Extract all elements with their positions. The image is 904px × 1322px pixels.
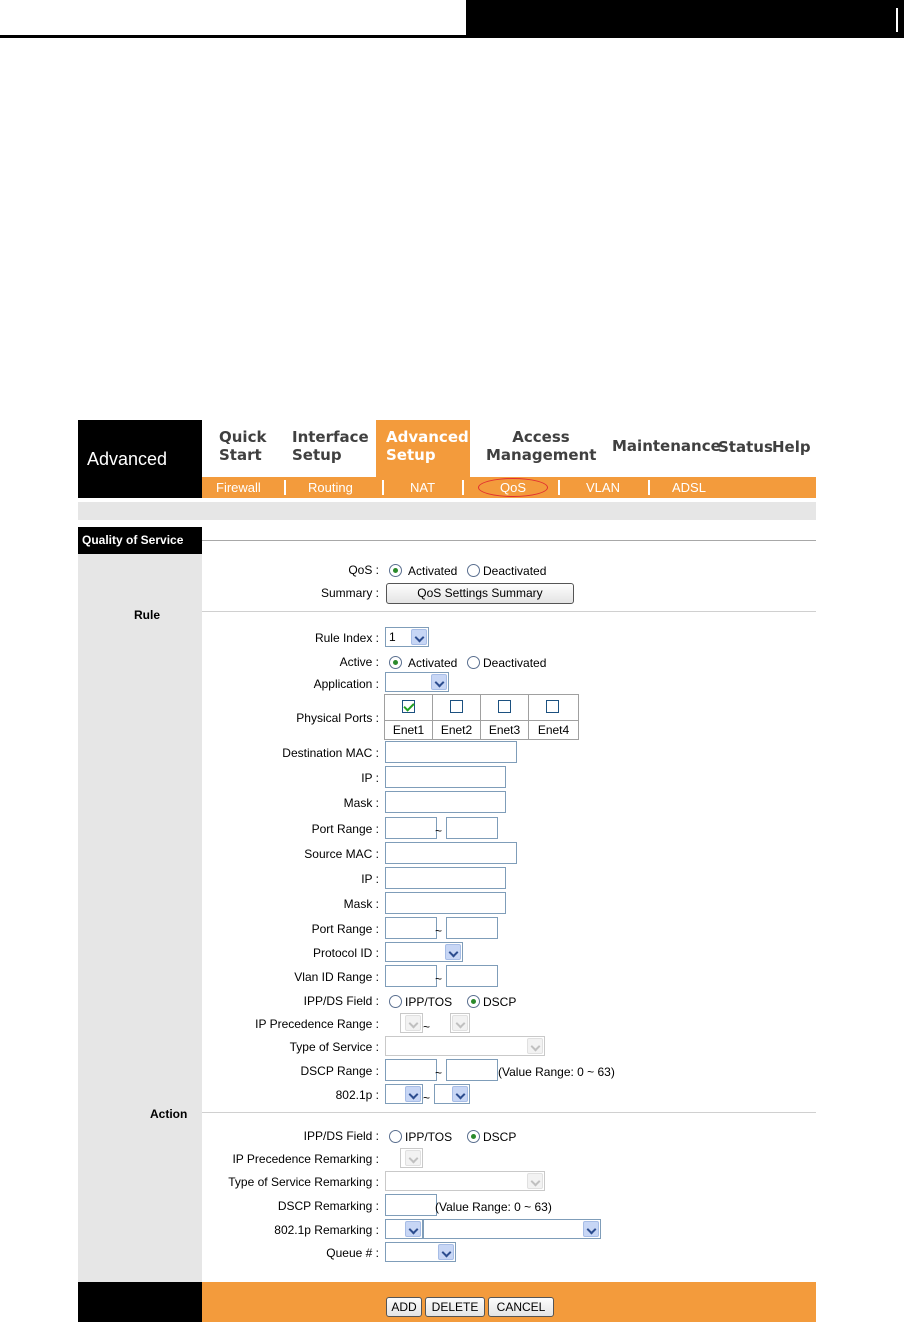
- dot1p-label: 802.1p :: [335, 1088, 379, 1102]
- protocol-id-label: Protocol ID :: [312, 946, 379, 960]
- tab-quick-start[interactable]: [219, 420, 299, 477]
- header-black-block: [466, 0, 904, 38]
- rule-ipp-ds-field-label: IPP/DS Field :: [303, 994, 379, 1008]
- vlan-id-to-input[interactable]: [446, 965, 498, 987]
- group-label-rule: Rule: [134, 608, 161, 622]
- qos-activated-label: Activated: [408, 564, 458, 578]
- subtab-adsl[interactable]: ADSL: [672, 480, 706, 495]
- qos-activated-radio[interactable]: [389, 564, 402, 577]
- rule-index-label: Rule Index :: [314, 631, 379, 645]
- type-of-service-remarking-select[interactable]: [385, 1171, 545, 1191]
- ip-precedence-remarking-select[interactable]: [400, 1148, 423, 1168]
- tab-label-line2: Management: [486, 446, 597, 464]
- dot1p-remarking-desc-select[interactable]: [423, 1219, 601, 1239]
- chevron-down-icon: [583, 1221, 599, 1237]
- active-activated-radio[interactable]: [389, 656, 402, 669]
- dot1p-remarking-select[interactable]: [385, 1219, 423, 1239]
- summary-label: Summary :: [320, 586, 379, 600]
- port-cell-enet3: [481, 695, 529, 739]
- src-port-range-label: Port Range :: [311, 922, 379, 936]
- tab-label-line1: Interface: [292, 428, 369, 446]
- rule-ipp-tos-label: IPP/TOS: [405, 995, 453, 1009]
- tab-label-line1: Quick: [219, 428, 267, 446]
- active-label: Active :: [339, 655, 379, 669]
- chevron-down-icon: [405, 1221, 421, 1237]
- enet4-checkbox[interactable]: [546, 700, 559, 713]
- src-mask-label: Mask :: [343, 897, 379, 911]
- chevron-down-icon: [405, 1150, 421, 1166]
- tab-label-line1: Status: [718, 438, 773, 456]
- rule-dscp-label: DSCP: [483, 995, 517, 1009]
- dest-port-range-label: Port Range :: [311, 822, 379, 836]
- rule-divider: [202, 611, 816, 612]
- enet2-label: Enet2: [440, 723, 473, 737]
- port-cell-enet2: [433, 695, 481, 739]
- add-button[interactable]: ADD: [386, 1297, 422, 1317]
- enet1-label: Enet1: [392, 723, 425, 737]
- rule-index-value: 1: [389, 630, 396, 644]
- dest-mask-label: Mask :: [343, 796, 379, 810]
- range-tilde: ~: [423, 1091, 431, 1105]
- destination-mac-label: Destination MAC :: [282, 746, 379, 760]
- group-label-action: Action: [150, 1107, 188, 1121]
- subtab-nat[interactable]: NAT: [410, 480, 436, 495]
- subtab-firewall[interactable]: Firewall: [216, 480, 261, 495]
- src-ip-label: IP :: [361, 872, 379, 886]
- physical-ports-table: [384, 694, 579, 740]
- chevron-down-icon: [452, 1086, 468, 1102]
- qos-settings-summary-button[interactable]: QoS Settings Summary: [386, 583, 574, 604]
- active-deactivated-label: Deactivated: [483, 656, 547, 670]
- range-tilde: ~: [423, 1020, 431, 1034]
- dscp-remarking-input[interactable]: [385, 1194, 437, 1216]
- application-select[interactable]: [385, 672, 449, 692]
- range-tilde: ~: [435, 972, 443, 986]
- spacer-row: [78, 502, 816, 520]
- qos-deactivated-radio[interactable]: [467, 564, 480, 577]
- src-port-from-input[interactable]: [385, 917, 437, 939]
- dest-port-to-input[interactable]: [446, 817, 498, 839]
- document-header: [0, 0, 904, 38]
- rule-dscp-radio[interactable]: [467, 995, 480, 1008]
- ip-precedence-from-select[interactable]: [400, 1013, 423, 1033]
- tab-status[interactable]: [718, 420, 773, 477]
- tab-help[interactable]: [772, 420, 814, 477]
- tab-interface-setup[interactable]: [292, 420, 382, 477]
- source-mac-input[interactable]: [385, 842, 517, 864]
- tab-access-management[interactable]: [486, 420, 596, 477]
- dest-ip-input[interactable]: [385, 766, 506, 788]
- src-mask-input[interactable]: [385, 892, 506, 914]
- type-of-service-select[interactable]: [385, 1036, 545, 1056]
- type-of-service-label: Type of Service :: [289, 1040, 379, 1054]
- tab-label-line1: Help: [772, 438, 811, 456]
- section-title: Quality of Service: [78, 527, 202, 554]
- src-ip-input[interactable]: [385, 867, 506, 889]
- sub-nav-bar: [202, 477, 816, 498]
- active-activated-label: Activated: [408, 656, 458, 670]
- cancel-button[interactable]: CANCEL: [488, 1297, 554, 1317]
- application-label: Application :: [313, 677, 379, 691]
- dscp-remarking-label: DSCP Remarking :: [277, 1199, 379, 1213]
- subtab-qos[interactable]: QoS: [500, 480, 527, 495]
- header-rule-line: [0, 35, 466, 38]
- subtab-separator: [648, 480, 650, 495]
- range-tilde: ~: [435, 924, 443, 938]
- enet2-checkbox[interactable]: [450, 700, 463, 713]
- action-ipp-ds-field-label: IPP/DS Field :: [303, 1129, 379, 1143]
- chevron-down-icon: [405, 1015, 421, 1031]
- destination-mac-input[interactable]: [385, 741, 517, 763]
- qos-deactivated-label: Deactivated: [483, 564, 547, 578]
- queue-label: Queue # :: [326, 1246, 379, 1260]
- chevron-down-icon: [445, 944, 461, 960]
- subtab-separator: [382, 480, 384, 495]
- tab-label-line1: Access: [512, 428, 570, 446]
- dest-mask-input[interactable]: [385, 791, 506, 813]
- qos-label: QoS :: [348, 563, 379, 577]
- vlan-id-from-input[interactable]: [385, 965, 437, 987]
- enet3-label: Enet3: [488, 723, 521, 737]
- ip-precedence-remarking-label: IP Precedence Remarking :: [232, 1152, 379, 1166]
- chevron-down-icon: [438, 1244, 454, 1260]
- brand-block-sub: [78, 477, 202, 498]
- active-deactivated-radio[interactable]: [467, 656, 480, 669]
- chevron-down-icon: [452, 1015, 468, 1031]
- action-dscp-label: DSCP: [483, 1130, 517, 1144]
- subtab-vlan[interactable]: VLAN: [586, 480, 620, 495]
- enet4-label: Enet4: [537, 723, 570, 737]
- action-dscp-radio[interactable]: [467, 1130, 480, 1143]
- range-tilde: ~: [435, 1066, 443, 1080]
- range-tilde: ~: [435, 824, 443, 838]
- subtab-separator: [284, 480, 286, 495]
- tab-label-line2: Start: [219, 446, 262, 464]
- subtab-routing[interactable]: Routing: [308, 480, 353, 495]
- dest-ip-label: IP :: [361, 771, 379, 785]
- dot1p-to-select[interactable]: [434, 1084, 470, 1104]
- chevron-down-icon: [405, 1086, 421, 1102]
- subtab-separator: [462, 480, 464, 495]
- rule-index-select[interactable]: [385, 627, 429, 647]
- type-of-service-remarking-label: Type of Service Remarking :: [228, 1175, 379, 1189]
- dscp-range-to-input[interactable]: [446, 1059, 498, 1081]
- port-cell-enet1: [385, 695, 433, 739]
- tab-label-line1: Maintenance: [612, 437, 721, 455]
- subtab-separator: [558, 480, 560, 495]
- chevron-down-icon: [527, 1038, 543, 1054]
- header-tick-mark: [896, 8, 898, 32]
- tab-maintenance[interactable]: [612, 420, 721, 477]
- physical-ports-label: Physical Ports :: [296, 711, 379, 725]
- dot1p-remarking-label: 802.1p Remarking :: [274, 1223, 379, 1237]
- section-divider: [202, 540, 816, 541]
- action-ipp-tos-radio[interactable]: [389, 1130, 402, 1143]
- protocol-id-select[interactable]: [385, 942, 463, 962]
- tab-label-line1: Advanced: [386, 428, 469, 446]
- dscp-range-from-input[interactable]: [385, 1059, 437, 1081]
- footer-black-block: [78, 1282, 202, 1322]
- action-divider: [202, 1112, 816, 1113]
- dot1p-from-select[interactable]: [385, 1084, 423, 1104]
- queue-select[interactable]: [385, 1242, 456, 1262]
- enet3-checkbox[interactable]: [498, 700, 511, 713]
- chevron-down-icon: [431, 674, 447, 690]
- delete-button[interactable]: DELETE: [425, 1297, 485, 1317]
- chevron-down-icon: [527, 1173, 543, 1189]
- rule-ipp-tos-radio[interactable]: [389, 995, 402, 1008]
- footer-button-bar: [202, 1282, 816, 1322]
- router-config-panel: [78, 420, 816, 1322]
- action-ipp-tos-label: IPP/TOS: [405, 1130, 453, 1144]
- dscp-range-label: DSCP Range :: [300, 1064, 379, 1078]
- dest-port-from-input[interactable]: [385, 817, 437, 839]
- tab-label-line2: Setup: [292, 446, 342, 464]
- brand-title: Advanced: [87, 449, 168, 469]
- tab-advanced-setup[interactable]: [376, 420, 470, 477]
- dscp-remarking-hint: (Value Range: 0 ~ 63): [435, 1200, 552, 1214]
- tab-label-line2: Setup: [386, 446, 436, 464]
- dscp-range-hint: (Value Range: 0 ~ 63): [498, 1065, 615, 1079]
- port-cell-enet4: [529, 695, 578, 739]
- source-mac-label: Source MAC :: [304, 847, 379, 861]
- enet1-checkbox[interactable]: [402, 700, 415, 713]
- vlan-id-range-label: Vlan ID Range :: [294, 970, 379, 984]
- chevron-down-icon: [411, 629, 427, 645]
- ip-precedence-range-label: IP Precedence Range :: [255, 1017, 379, 1031]
- src-port-to-input[interactable]: [446, 917, 498, 939]
- ip-precedence-to-select[interactable]: [450, 1013, 470, 1033]
- left-label-column: [78, 554, 202, 1282]
